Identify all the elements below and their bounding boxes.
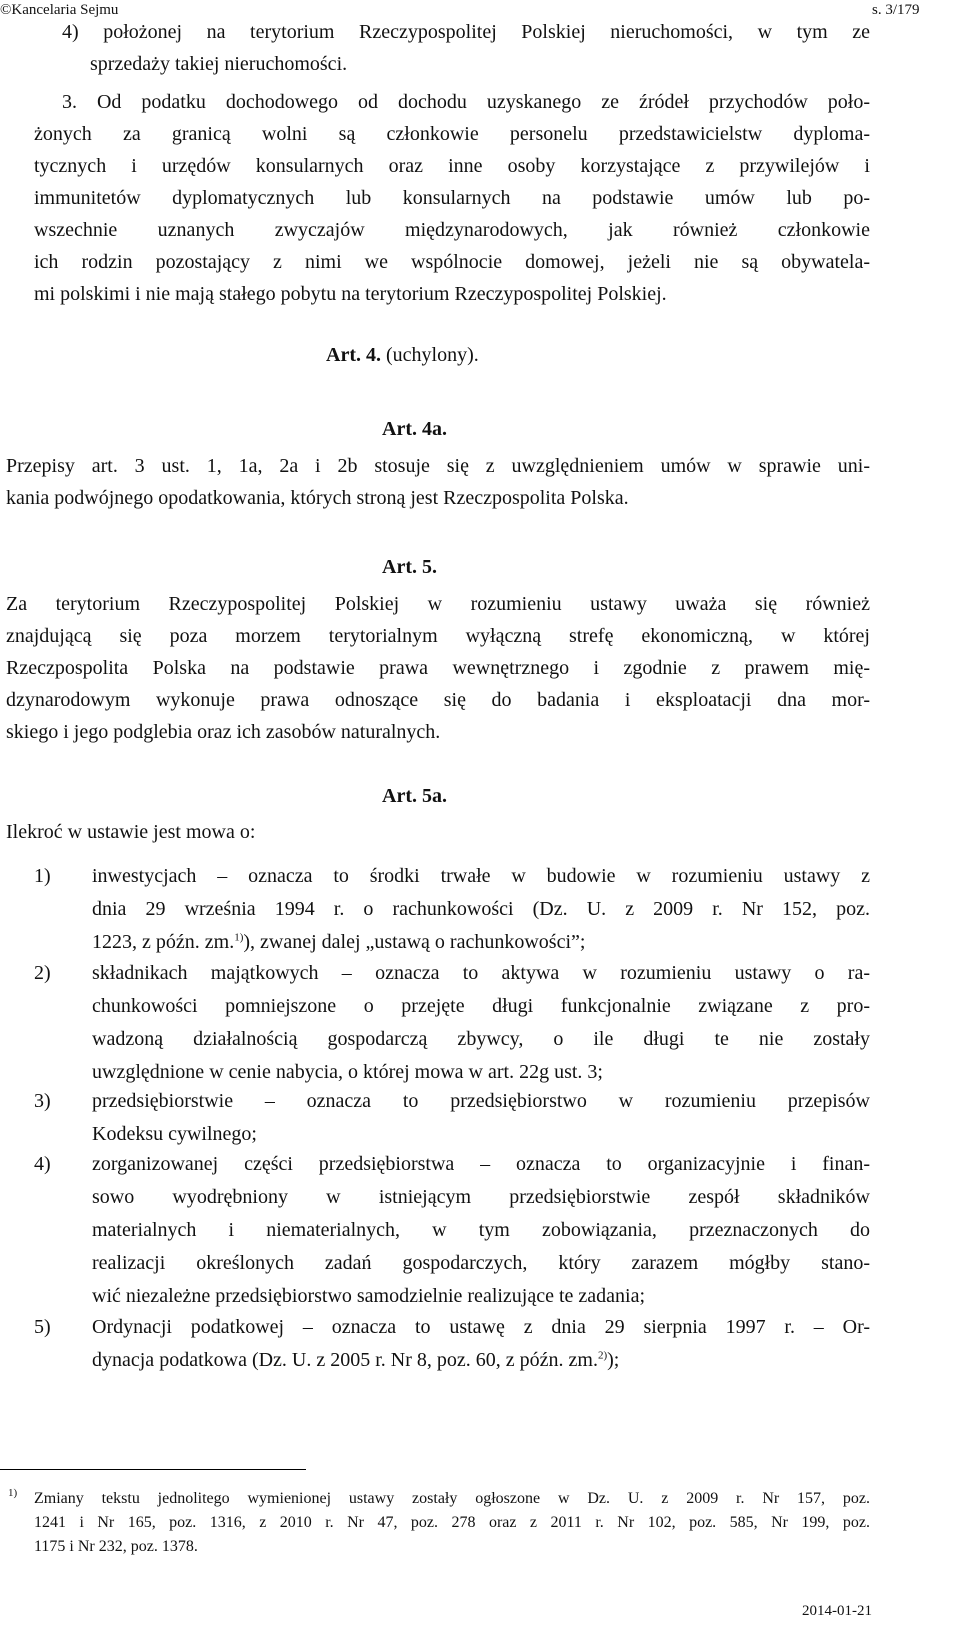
footnote-separator — [0, 1469, 306, 1470]
text-line: immunitetów dyplomatycznych lub konsularnych na podstawie umów lub po- — [34, 187, 870, 209]
article-4a-heading: Art. 4a. — [382, 418, 447, 440]
definition-item-5 — [34, 1311, 870, 1381]
footer-date: 2014-01-21 — [802, 1603, 872, 1619]
text-line: składnikach majątkowych – oznacza to aktywa w rozumieniu ustawy o ra- — [92, 962, 870, 984]
article-5a-intro: Ilekroć w ustawie jest mowa o: — [6, 821, 256, 843]
text-line: dzynarodowym wykonuje prawa odnoszące się do badania i eksploatacji dna mor- — [6, 689, 870, 711]
article-4a-text — [6, 450, 870, 514]
article-label: Art. 4. — [326, 344, 381, 366]
text-line: Rzeczpospolita Polska na podstawie prawa wewnętrznego i zgodnie z prawem mię- — [6, 657, 870, 679]
text-line: 4) położonej na terytorium Rzeczypospolitej Polskiej nieruchomości, w tym ze — [62, 21, 870, 43]
footnote-ref: 2) — [597, 1349, 608, 1362]
text-segment: ), zwanej dalej „ustawą o rachunkowości”; — [243, 931, 586, 953]
item-number: 2) — [34, 962, 51, 984]
text-line: inwestycjach – oznacza to środki trwałe w budowie w rozumieniu ustawy z — [92, 865, 870, 887]
article-note: (uchylony). — [385, 344, 479, 366]
text-line: chunkowości pomniejszone o przejęte długi funkcjonalnie związane z pro- — [92, 995, 870, 1017]
text-line: kania podwójnego opodatkowania, których stroną jest Rzeczpospolita Polska. — [6, 487, 629, 509]
footnote-ref: 1) — [234, 931, 244, 944]
text-line: Przepisy art. 3 ust. 1, 1a, 2a i 2b stosuje się z uwzględnieniem umów w sprawie uni- — [6, 455, 870, 477]
item-number: 4) — [34, 1153, 51, 1175]
text-line: żonych za granicą wolni są członkowie personelu przedstawicielstw dyploma- — [34, 123, 870, 145]
definition-item-4 — [34, 1148, 870, 1316]
text-line: sowo wyodrębniony w istniejącym przedsiębiorstwie zespół składników — [92, 1186, 870, 1208]
text-line — [92, 926, 870, 959]
definition-item-3 — [34, 1085, 870, 1155]
item-number: 5) — [34, 1316, 51, 1338]
text-line: wszechnie uznanych zwyczajów międzynarodowych, jak również członkowie — [34, 219, 870, 241]
definition-item-1 — [34, 860, 870, 960]
text-segment: dynacja podatkowa (Dz. U. z 2005 r. Nr 8, poz. 60, z późn. zm. — [92, 1349, 598, 1371]
text-line: zorganizowanej części przedsiębiorstwa – oznacza to organizacyjnie i finan- — [92, 1153, 870, 1175]
text-line: 3. Od podatku dochodowego od dochodu uzyskanego ze źródeł przychodów poło- — [62, 91, 870, 113]
text-segment: 1223, z późn. zm. — [92, 931, 235, 953]
article-4-heading — [326, 344, 479, 367]
footnote-number: 1) — [8, 1487, 18, 1499]
text-line: 1241 i Nr 165, poz. 1316, z 2010 r. Nr 47, poz. 278 oraz z 2011 r. Nr 102, poz. 585, Nr 199, poz. — [34, 1514, 870, 1531]
section-3 — [34, 86, 870, 310]
intro-item-4 — [62, 16, 870, 80]
text-line: Ordynacji podatkowej – oznacza to ustawę z dnia 29 sierpnia 1997 r. – Or- — [92, 1316, 870, 1338]
text-line: uwzględnione w cenie nabycia, o której mowa w art. 22g ust. 3; — [92, 1061, 603, 1083]
text-line: Zmiany tekstu jednolitego wymienionej ustawy zostały ogłoszone w Dz. U. z 2009 r. Nr 157, poz. — [34, 1490, 870, 1507]
text-line: tycznych i urzędów konsularnych oraz inne osoby korzystające z przywilejów i — [34, 155, 870, 177]
item-number: 3) — [34, 1090, 51, 1112]
definition-item-2 — [34, 957, 870, 1092]
header-copyright: ©Kancelaria Sejmu — [0, 2, 119, 18]
text-line: 1175 i Nr 232, poz. 1378. — [34, 1538, 198, 1555]
header-page-number: s. 3/179 — [872, 2, 920, 18]
text-line: sprzedaży takiej nieruchomości. — [90, 53, 348, 75]
text-line: wić niezależne przedsiębiorstwo samodzielnie realizujące te zadania; — [92, 1285, 646, 1307]
item-number: 1) — [34, 865, 51, 887]
text-line: Za terytorium Rzeczypospolitej Polskiej w rozumieniu ustawy uważa się również — [6, 593, 870, 615]
text-line — [92, 1344, 870, 1377]
text-segment: ); — [607, 1349, 620, 1371]
article-5a-heading: Art. 5a. — [382, 785, 447, 807]
text-line: mi polskimi i nie mają stałego pobytu na terytorium Rzeczypospolitej Polskiej. — [34, 283, 667, 305]
text-line: realizacji określonych zadań gospodarczych, który zarazem mógłby stano- — [92, 1252, 870, 1274]
text-line: przedsiębiorstwie – oznacza to przedsiębiorstwo w rozumieniu przepisów — [92, 1090, 870, 1112]
text-line: materialnych i niematerialnych, w tym zobowiązania, przeznaczonych do — [92, 1219, 870, 1241]
text-line: skiego i jego podglebia oraz ich zasobów naturalnych. — [6, 721, 441, 743]
article-5-heading: Art. 5. — [382, 556, 437, 578]
text-line: wadzoną działalnością gospodarczą zbywcy, o ile długi te nie zostały — [92, 1028, 870, 1050]
text-line: Kodeksu cywilnego; — [92, 1123, 257, 1145]
article-5-text — [6, 588, 870, 748]
text-line: dnia 29 września 1994 r. o rachunkowości (Dz. U. z 2009 r. Nr 152, poz. — [92, 898, 870, 920]
text-line: ich rodzin pozostający z nimi we wspólnocie domowej, jeżeli nie są obywatela- — [34, 251, 870, 273]
text-line: znajdującą się poza morzem terytorialnym wyłączną strefę ekonomiczną, w której — [6, 625, 870, 647]
